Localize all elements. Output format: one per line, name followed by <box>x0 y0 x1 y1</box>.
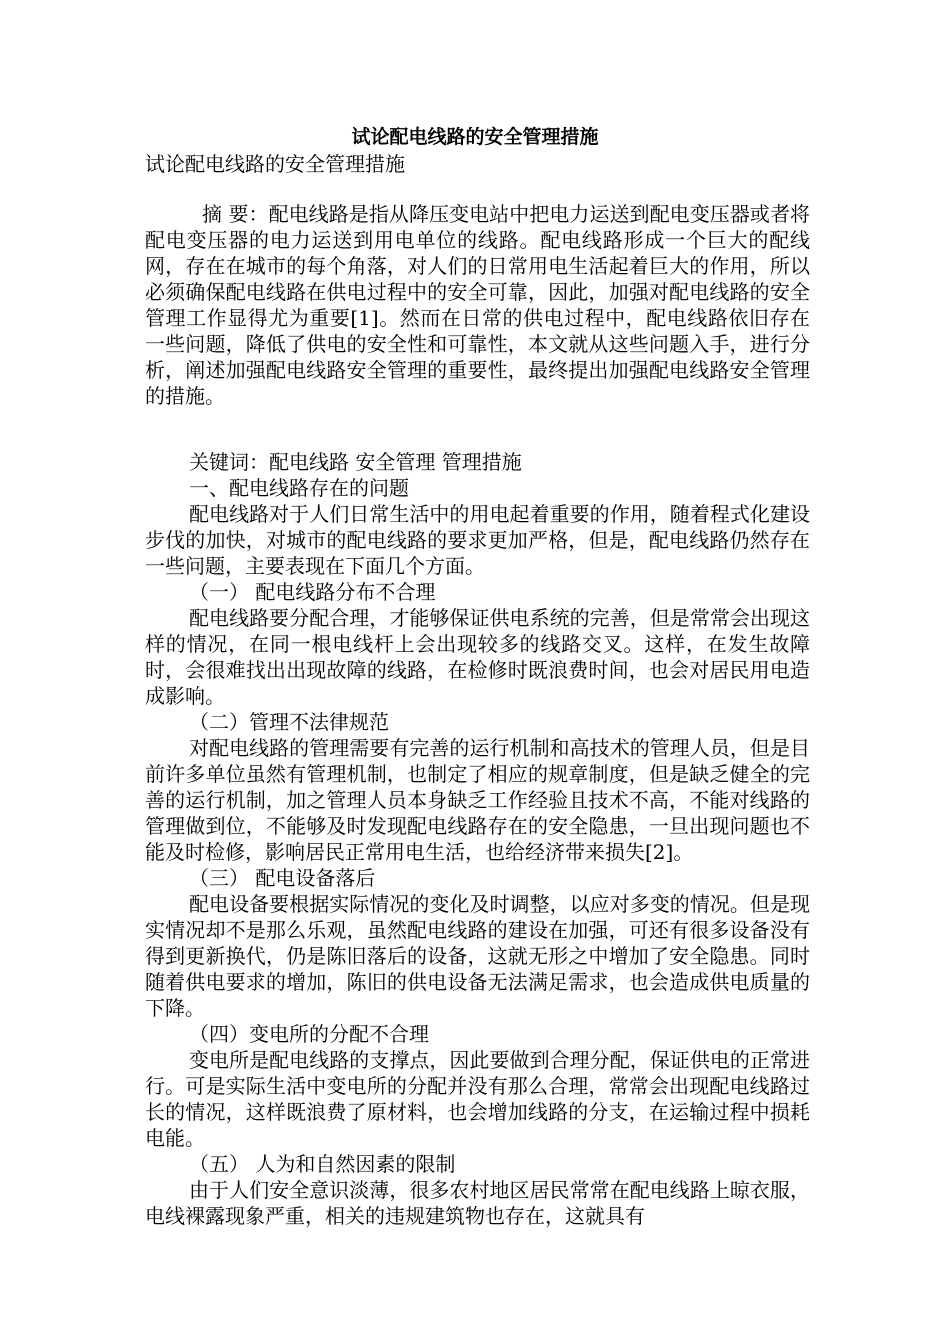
subsection-heading-1: （一） 配电线路分布不合理 <box>189 580 436 604</box>
subsection-heading-4: （四）变电所的分配不合理 <box>189 1022 429 1046</box>
keywords-line: 关键词：配电线路 安全管理 管理措施 <box>189 450 522 474</box>
subsection-3-text: 配电设备要根据实际情况的变化及时调整，以应对多变的情况。但是现实情况却不是那么乐观，虽然配电线路的建设在加强，可还有很多设备没有得到更新换代，仍是陈旧落后的设备，这就无形之中增加了安全隐患。同时随着供电要求的增加，陈旧的供电设备无法满足需求，也会造成供电质量的下降。 <box>145 892 810 1020</box>
abstract-paragraph: 摘 要：配电线路是指从降压变电站中把电力运送到配电变压器或者将配电变压器的电力运送到用电单位的线路。配电线路形成一个巨大的配线网，存在在城市的每个角落，对人们的日常用电生活起着巨大的作用，所以必须确保配电线路在供电过程中的安全可靠，因此，加强对配电线路的安全管理工作显得尤为重要[1]。然而在日常的供电过程中，配电线路依旧存在一些问题，降低了供电的安全性和可靠性，本文就从这些问题入手，进行分析，阐述加强配电线路安全管理的重要性，最终提出加强配电线路安全管理的措施。 <box>145 202 810 408</box>
section-1-intro: 配电线路对于人们日常生活中的用电起着重要的作用，随着程式化建设步伐的加快，对城市的配电线路的要求更加严格，但是，配电线路仍然存在一些问题，主要表现在下面几个方面。 <box>145 502 810 578</box>
subsection-2-text: 对配电线路的管理需要有完善的运行机制和高技术的管理人员，但是目前许多单位虽然有管理机制，也制定了相应的规章制度，但是缺乏健全的完善的运行机制，加之管理人员本身缺乏工作经验且技术不高，不能对线路的管理做到位，不能够及时发现配电线路存在的安全隐患，一旦出现问题也不能及时检修，影响居民正常用电生活，也给经济带来损失[2]。 <box>145 736 810 864</box>
page-title: 试论配电线路的安全管理措施 <box>351 126 599 148</box>
subsection-1-text: 配电线路要分配合理，才能够保证供电系统的完善，但是常常会出现这样的情况，在同一根电线杆上会出现较多的线路交叉。这样，在发生故障时，会很难找出出现故障的线路，在检修时既浪费时间，也会对居民用电造成影响。 <box>145 606 810 708</box>
subsection-heading-3: （三） 配电设备落后 <box>189 866 376 890</box>
section-heading-1: 一、配电线路存在的问题 <box>189 476 409 500</box>
subsection-heading-2: （二）管理不法律规范 <box>189 710 389 734</box>
body-content <box>145 475 810 1229</box>
subsection-5-text: 由于人们安全意识淡薄，很多农村地区居民常常在配电线路上晾衣服，电线裸露现象严重，相关的违规建筑物也存在，这就具有 <box>145 1178 810 1228</box>
subsection-heading-5: （五） 人为和自然因素的限制 <box>189 1152 456 1176</box>
document-subtitle: 试论配电线路的安全管理措施 <box>145 152 405 176</box>
subsection-4-text: 变电所是配电线路的支撑点，因此要做到合理分配，保证供电的正常进行。可是实际生活中变电所的分配并没有那么合理，常常会出现配电线路过长的情况，这样既浪费了原材料，也会增加线路的分支，在运输过程中损耗电能。 <box>145 1048 810 1150</box>
